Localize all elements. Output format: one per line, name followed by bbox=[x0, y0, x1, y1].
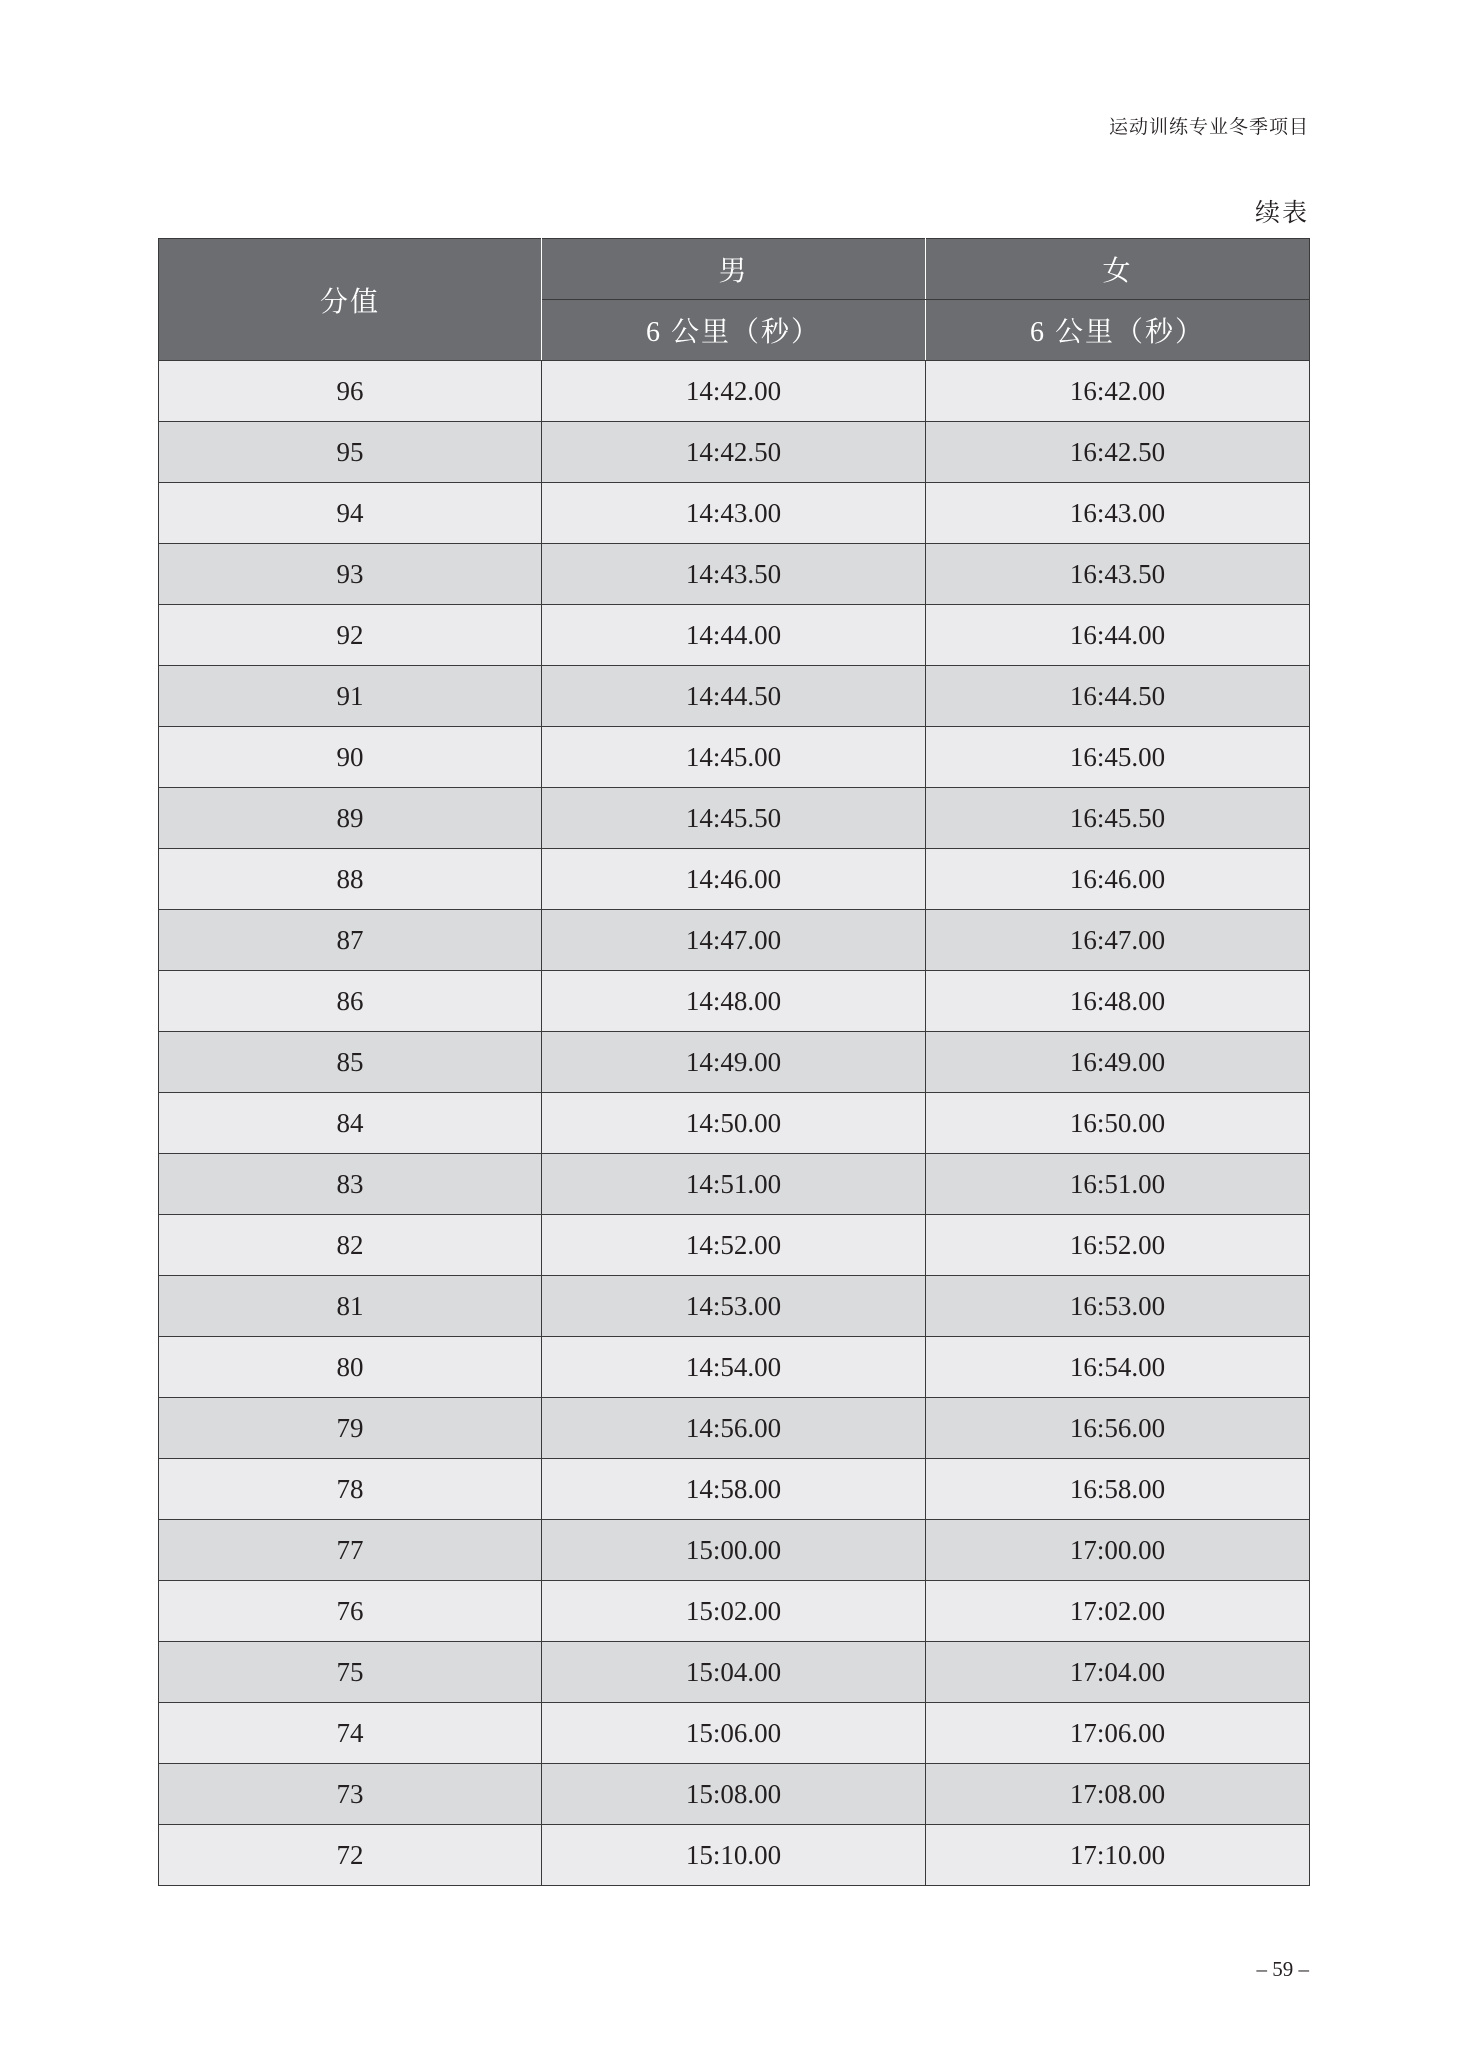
table-row bbox=[159, 1093, 1310, 1154]
score-cell: 81 bbox=[159, 1276, 542, 1337]
score-table bbox=[158, 238, 1310, 1886]
female-time-cell: 16:47.00 bbox=[926, 910, 1310, 971]
running-header: 运动训练专业冬季项目 bbox=[1108, 117, 1309, 138]
male-time-cell: 14:54.00 bbox=[542, 1337, 926, 1398]
table-row bbox=[159, 849, 1310, 910]
female-time-cell: 16:53.00 bbox=[926, 1276, 1310, 1337]
score-cell: 78 bbox=[159, 1459, 542, 1520]
table-header bbox=[159, 239, 1310, 361]
score-cell: 75 bbox=[159, 1642, 542, 1703]
score-cell: 82 bbox=[159, 1215, 542, 1276]
score-cell: 89 bbox=[159, 788, 542, 849]
table-row bbox=[159, 483, 1310, 544]
table-row bbox=[159, 1154, 1310, 1215]
table-row bbox=[159, 788, 1310, 849]
male-time-cell: 15:00.00 bbox=[542, 1520, 926, 1581]
female-time-cell: 16:52.00 bbox=[926, 1215, 1310, 1276]
male-time-cell: 14:50.00 bbox=[542, 1093, 926, 1154]
score-cell: 76 bbox=[159, 1581, 542, 1642]
table-row bbox=[159, 1825, 1310, 1886]
female-time-cell: 16:54.00 bbox=[926, 1337, 1310, 1398]
continued-label: 续表 bbox=[1254, 200, 1309, 227]
female-time-cell: 16:44.00 bbox=[926, 605, 1310, 666]
female-time-cell: 16:42.50 bbox=[926, 422, 1310, 483]
table-row bbox=[159, 1581, 1310, 1642]
table-row bbox=[159, 910, 1310, 971]
female-time-cell: 16:46.00 bbox=[926, 849, 1310, 910]
male-time-cell: 15:08.00 bbox=[542, 1764, 926, 1825]
female-time-cell: 17:10.00 bbox=[926, 1825, 1310, 1886]
female-time-cell: 17:04.00 bbox=[926, 1642, 1310, 1703]
table-row bbox=[159, 422, 1310, 483]
score-cell: 74 bbox=[159, 1703, 542, 1764]
score-cell: 77 bbox=[159, 1520, 542, 1581]
female-time-cell: 16:49.00 bbox=[926, 1032, 1310, 1093]
score-cell: 84 bbox=[159, 1093, 542, 1154]
score-cell: 93 bbox=[159, 544, 542, 605]
table-row bbox=[159, 1459, 1310, 1520]
table-row bbox=[159, 727, 1310, 788]
female-time-cell: 16:43.00 bbox=[926, 483, 1310, 544]
score-cell: 91 bbox=[159, 666, 542, 727]
score-cell: 90 bbox=[159, 727, 542, 788]
female-time-cell: 17:08.00 bbox=[926, 1764, 1310, 1825]
male-time-cell: 15:06.00 bbox=[542, 1703, 926, 1764]
female-time-cell: 16:45.50 bbox=[926, 788, 1310, 849]
female-event-header: 6 公里（秒） bbox=[926, 300, 1310, 361]
table-row bbox=[159, 1032, 1310, 1093]
table-row bbox=[159, 1398, 1310, 1459]
table-row bbox=[159, 361, 1310, 422]
table-row bbox=[159, 1337, 1310, 1398]
female-time-cell: 17:02.00 bbox=[926, 1581, 1310, 1642]
male-column-header: 男 bbox=[542, 239, 926, 300]
male-time-cell: 14:51.00 bbox=[542, 1154, 926, 1215]
male-time-cell: 14:42.00 bbox=[542, 361, 926, 422]
score-cell: 88 bbox=[159, 849, 542, 910]
score-cell: 87 bbox=[159, 910, 542, 971]
male-time-cell: 14:47.00 bbox=[542, 910, 926, 971]
male-time-cell: 14:45.50 bbox=[542, 788, 926, 849]
female-time-cell: 16:43.50 bbox=[926, 544, 1310, 605]
table-row bbox=[159, 1764, 1310, 1825]
male-time-cell: 14:44.00 bbox=[542, 605, 926, 666]
table-body bbox=[159, 361, 1310, 1886]
table-row bbox=[159, 1276, 1310, 1337]
score-cell: 72 bbox=[159, 1825, 542, 1886]
female-time-cell: 16:58.00 bbox=[926, 1459, 1310, 1520]
score-cell: 85 bbox=[159, 1032, 542, 1093]
score-cell: 83 bbox=[159, 1154, 542, 1215]
table-row bbox=[159, 1703, 1310, 1764]
male-time-cell: 14:52.00 bbox=[542, 1215, 926, 1276]
score-cell: 86 bbox=[159, 971, 542, 1032]
male-time-cell: 14:42.50 bbox=[542, 422, 926, 483]
score-cell: 92 bbox=[159, 605, 542, 666]
male-event-header: 6 公里（秒） bbox=[542, 300, 926, 361]
female-time-cell: 16:45.00 bbox=[926, 727, 1310, 788]
score-column-header: 分值 bbox=[159, 239, 542, 361]
male-time-cell: 14:56.00 bbox=[542, 1398, 926, 1459]
male-time-cell: 14:45.00 bbox=[542, 727, 926, 788]
score-cell: 96 bbox=[159, 361, 542, 422]
female-time-cell: 16:51.00 bbox=[926, 1154, 1310, 1215]
male-time-cell: 14:48.00 bbox=[542, 971, 926, 1032]
male-time-cell: 14:49.00 bbox=[542, 1032, 926, 1093]
male-time-cell: 14:43.50 bbox=[542, 544, 926, 605]
table-row bbox=[159, 544, 1310, 605]
table-row bbox=[159, 605, 1310, 666]
score-cell: 95 bbox=[159, 422, 542, 483]
score-cell: 73 bbox=[159, 1764, 542, 1825]
page-number: – 59 – bbox=[1256, 1957, 1309, 1981]
score-cell: 79 bbox=[159, 1398, 542, 1459]
male-time-cell: 15:02.00 bbox=[542, 1581, 926, 1642]
table-row bbox=[159, 666, 1310, 727]
female-time-cell: 16:44.50 bbox=[926, 666, 1310, 727]
male-time-cell: 14:44.50 bbox=[542, 666, 926, 727]
male-time-cell: 14:46.00 bbox=[542, 849, 926, 910]
female-time-cell: 16:56.00 bbox=[926, 1398, 1310, 1459]
female-time-cell: 17:06.00 bbox=[926, 1703, 1310, 1764]
female-time-cell: 16:50.00 bbox=[926, 1093, 1310, 1154]
male-time-cell: 14:58.00 bbox=[542, 1459, 926, 1520]
female-time-cell: 17:00.00 bbox=[926, 1520, 1310, 1581]
female-time-cell: 16:48.00 bbox=[926, 971, 1310, 1032]
male-time-cell: 15:04.00 bbox=[542, 1642, 926, 1703]
female-column-header: 女 bbox=[926, 239, 1310, 300]
table-row bbox=[159, 971, 1310, 1032]
table-row bbox=[159, 1520, 1310, 1581]
female-time-cell: 16:42.00 bbox=[926, 361, 1310, 422]
male-time-cell: 14:43.00 bbox=[542, 483, 926, 544]
score-cell: 94 bbox=[159, 483, 542, 544]
male-time-cell: 15:10.00 bbox=[542, 1825, 926, 1886]
table-row bbox=[159, 1642, 1310, 1703]
score-cell: 80 bbox=[159, 1337, 542, 1398]
table-row bbox=[159, 1215, 1310, 1276]
male-time-cell: 14:53.00 bbox=[542, 1276, 926, 1337]
